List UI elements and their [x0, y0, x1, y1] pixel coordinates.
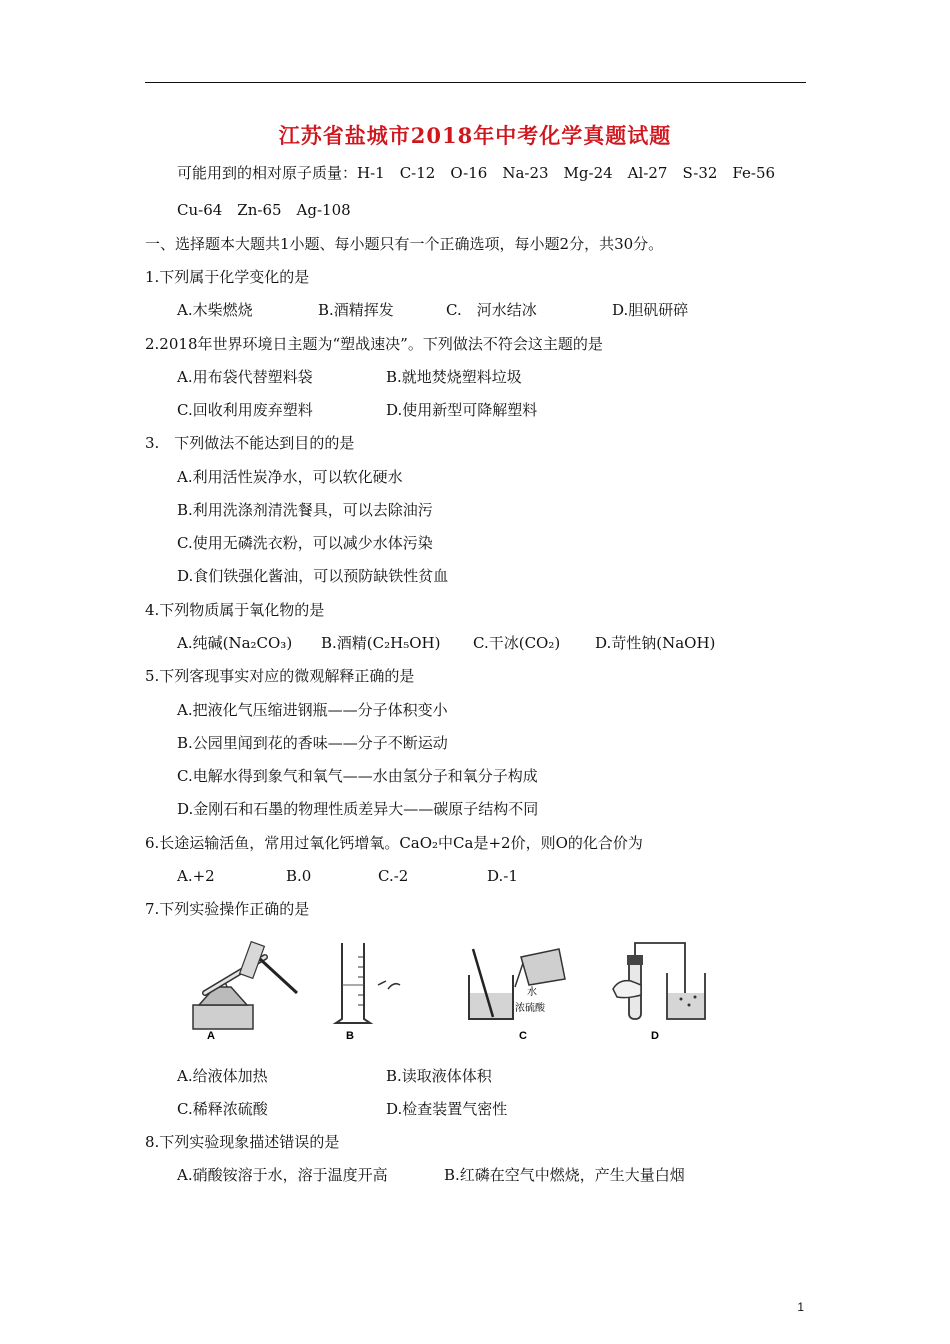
- figure-c-acid-label: 浓硫酸: [515, 1003, 545, 1014]
- figure-a-lamp-base: [193, 1005, 253, 1029]
- question-8-stem: 8.下列实验现象描述错误的是: [145, 1133, 340, 1151]
- question-2-option-d: D.使用新型可降解塑料: [386, 401, 538, 419]
- figure-a-label: A: [207, 1030, 215, 1042]
- question-2-option-a: A.用布袋代替塑料袋: [177, 368, 313, 386]
- figure-c-label: C: [519, 1030, 527, 1042]
- figure-d-tube: [635, 943, 685, 995]
- header-rule: [145, 82, 806, 83]
- question-2-option-b: B.就地焚烧塑料垃圾: [386, 368, 522, 386]
- question-3-stem: 3. 下列做法不能达到目的的是: [145, 434, 355, 452]
- figure-a-holder: [260, 959, 297, 993]
- question-1-stem: 1.下列属于化学变化的是: [145, 268, 310, 286]
- question-5-option-d: D.金刚石和石墨的物理性质差异大——碳原子结构不同: [177, 800, 539, 818]
- figure-c-diluting-acid: [463, 935, 573, 1045]
- question-1-option-a: A.木柴燃烧: [177, 301, 253, 319]
- question-8-option-b: B.红磷在空气中燃烧，产生大量白烟: [444, 1166, 685, 1184]
- figure-b-eye: [378, 981, 400, 989]
- figure-c-pouring-beaker: [521, 949, 565, 985]
- question-7-option-b: B.读取液体体积: [386, 1067, 492, 1085]
- question-2-stem: 2.2018年世界环境日主题为“塑战速决”。下列做法不符会这主题的是: [145, 335, 603, 353]
- question-7-option-a: A.给液体加热: [177, 1067, 268, 1085]
- question-3-option-b: B.利用洗涤剂清洗餐具，可以去除油污: [177, 501, 433, 519]
- question-5-stem: 5.下列客现事实对应的微观解释正确的是: [145, 667, 415, 685]
- figure-b-reading-volume: [330, 935, 420, 1045]
- question-8-option-a: A.硝酸铵溶于水，溶于温度开高: [177, 1166, 388, 1184]
- question-6-option-c: C.-2: [378, 867, 409, 885]
- question-5-option-a: A.把液化气压缩进钢瓶——分子体积变小: [177, 701, 448, 719]
- question-3-option-a: A.利用活性炭净水，可以软化硬水: [177, 468, 403, 486]
- question-7-option-d: D.检查装置气密性: [386, 1100, 508, 1118]
- question-6-stem: 6.长途运输活鱼，常用过氧化钙增氧。CaO₂中Ca是+2价，则O的化合价为: [145, 834, 643, 852]
- page-title: 江苏省盐城市2018年中考化学真题试题: [278, 123, 672, 148]
- question-4-option-d: D.苛性钠(NaOH): [595, 634, 716, 652]
- question-7-stem: 7.下列实验操作正确的是: [145, 900, 310, 918]
- question-7-figures: [185, 935, 725, 1045]
- question-7-option-c: C.稀释浓硫酸: [177, 1100, 268, 1118]
- question-4-stem: 4.下列物质属于氧化物的是: [145, 601, 325, 619]
- figure-b-cylinder: [336, 943, 370, 1023]
- question-5-option-c: C.电解水得到象气和氧气——水由氢分子和氧分子构成: [177, 767, 538, 785]
- figure-d-airtightness: [605, 935, 715, 1045]
- question-4-option-a: A.纯碱(Na₂CO₃): [177, 634, 293, 652]
- figure-d-hand: [613, 981, 641, 998]
- question-4-option-c: C.干冰(CO₂): [473, 634, 561, 652]
- question-2-option-c: C.回收利用废弃塑料: [177, 401, 313, 419]
- figure-b-label: B: [346, 1030, 354, 1042]
- figure-d-label: D: [651, 1030, 659, 1042]
- question-6-option-b: B.0: [286, 867, 312, 885]
- question-1-option-d: D.胆矾研碎: [612, 301, 689, 319]
- question-6-option-d: D.-1: [487, 867, 518, 885]
- question-6-option-a: A.+2: [177, 867, 215, 885]
- atomic-mass-line-1: 可能用到的相对原子质量：H-1 C-12 O-16 Na-23 Mg-24 Al-27 S-32 Fe-56: [177, 164, 776, 182]
- question-3-option-d: D.食们铁强化酱油，可以预防缺铁性贫血: [177, 567, 449, 585]
- question-1-option-b: B.酒精挥发: [318, 301, 394, 319]
- figure-a-heating-liquid: [185, 935, 300, 1045]
- section-heading: 一、选择题本大题共1小题、每小题只有一个正确选项，每小题2分，共30分。: [145, 235, 664, 253]
- atomic-mass-line-2: Cu-64 Zn-65 Ag-108: [177, 201, 351, 219]
- page-number: 1: [797, 1300, 804, 1314]
- question-3-option-c: C.使用无磷洗衣粉，可以减少水体污染: [177, 534, 433, 552]
- question-4-option-b: B.酒精(C₂H₅OH): [321, 634, 441, 652]
- question-5-option-b: B.公园里闻到花的香味——分子不断运动: [177, 734, 448, 752]
- question-1-option-c: C. 河水结冰: [446, 301, 537, 319]
- figure-c-water-label: 水: [527, 987, 537, 998]
